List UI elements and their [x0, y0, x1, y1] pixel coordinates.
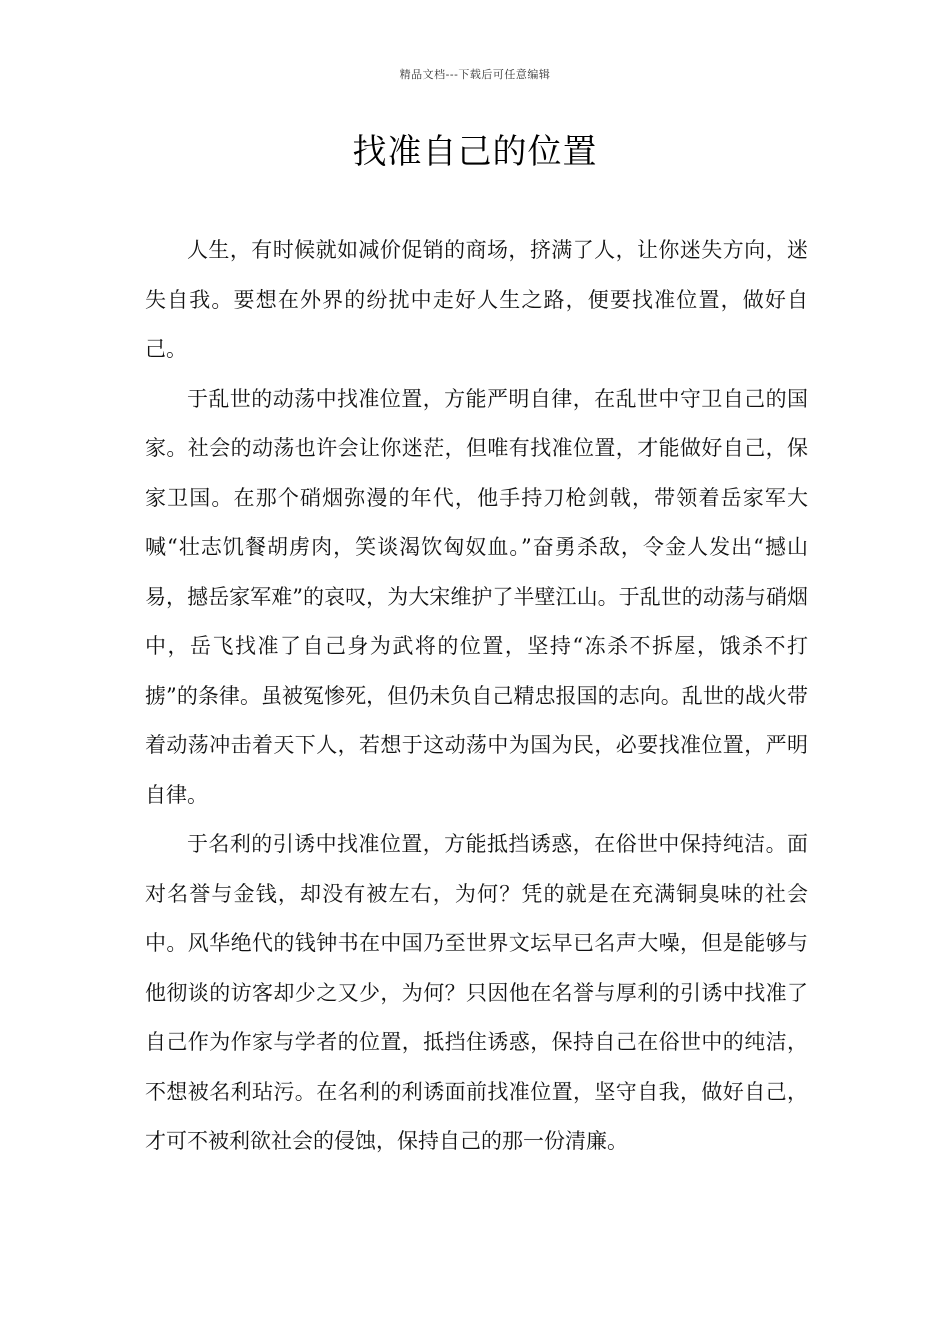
paragraph-2: 于乱世的动荡中找准位置，方能严明自律，在乱世中守卫自己的国家。社会的动荡也许会让你迷茫，但唯有找准位置，才能做好自己，保家卫国。在那个硝烟弥漫的年代，他手持刀枪剑戟，带领着岳家军大喊“壮志饥餐胡虏肉，笑谈渴饮匈奴血。”奋勇杀敌，令金人发出“撼山易，撼岳家军难”的哀叹，为大宋维护了半壁江山。于乱世的动荡与硝烟中，岳飞找准了自己身为武将的位置，坚持“冻杀不拆屋，饿杀不打掳”的条律。虽被冤惨死，但仍未负自己精忠报国的志向。乱世的战火带着动荡冲击着天下人，若想于这动荡中为国为民，必要找准位置，严明自律。: [145, 386, 808, 807]
header-note: 精品文档---下载后可任意编辑: [399, 68, 551, 81]
paragraph-1: 人生，有时候就如减价促销的商场，挤满了人，让你迷失方向，迷失自我。要想在外界的纷扰中走好人生之路，便要找准位置，做好自己。: [145, 238, 808, 361]
page-title: 找准自己的位置: [352, 132, 598, 172]
paragraph-3: 于名利的引诱中找准位置，方能抵挡诱惑，在俗世中保持纯洁。面对名誉与金钱，却没有被左右，为何？凭的就是在充满铜臭味的社会中。风华绝代的钱钟书在中国乃至世界文坛早已名声大噪，但是能够与他彻谈的访客却少之又少，为何？只因他在名誉与厚利的引诱中找准了自己作为作家与学者的位置，抵挡住诱惑，保持自己在俗世中的纯洁，不想被名利玷污。在名利的利诱面前找准位置，坚守自我，做好自己，才可不被利欲社会的侵蚀，保持自己的那一份清廉。: [145, 832, 808, 1153]
article-body: [145, 226, 808, 1167]
